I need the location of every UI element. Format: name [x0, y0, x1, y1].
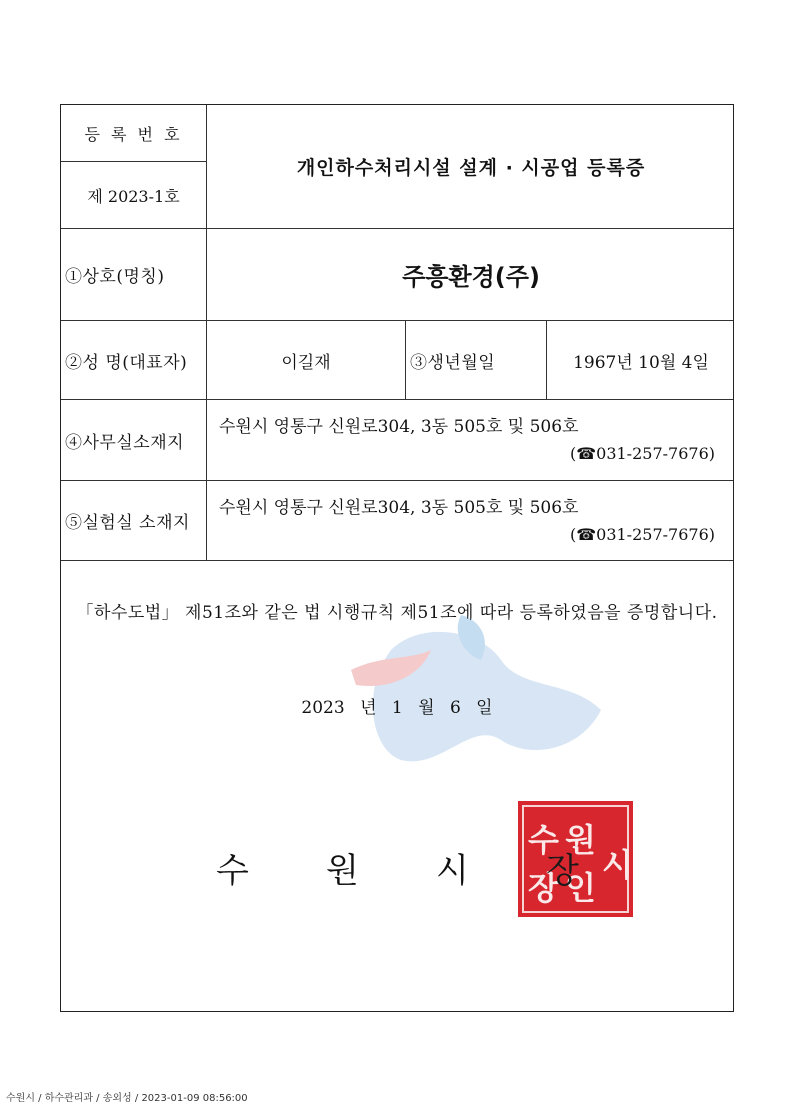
header-row: [61, 105, 733, 229]
company-label: ①상호(명칭): [61, 229, 207, 320]
footer-metadata: 수원시 / 하수관리과 / 송외성 / 2023-01-09 08:56:00: [6, 1093, 248, 1104]
office-label: ④사무실소재지: [61, 400, 207, 480]
issue-date: 2023 년 1 월 6 일: [301, 698, 493, 718]
issuer-char-2: 원: [326, 851, 359, 891]
registration-certificate: [60, 104, 734, 1012]
birth-date: 1967년 10월 4일: [573, 352, 709, 373]
document-title: 개인하수처리시설 설계 · 시공업 등록증: [296, 157, 646, 179]
representative-name: 이길재: [207, 321, 406, 399]
svg-text:수: 수: [528, 821, 559, 859]
representative-label: ②성 명(대표자): [61, 321, 207, 399]
issuer-char-3: 시: [436, 851, 469, 891]
lab-address: 수원시 영통구 신원로304, 3동 505호 및 506호: [219, 498, 579, 518]
office-address-cell: [207, 400, 735, 480]
company-name: 주흥환경(주): [402, 263, 540, 291]
lab-row: [61, 481, 733, 561]
registration-number: 제 2023-1호: [87, 186, 180, 206]
office-address: 수원시 영통구 신원로304, 3동 505호 및 506호: [219, 417, 579, 437]
lab-phone: (☎031-257-7676): [569, 525, 715, 544]
svg-text:장: 장: [528, 869, 559, 907]
svg-text:원: 원: [565, 821, 596, 859]
registration-number-cell: [61, 105, 207, 228]
birth-date-label: ③생년월일: [406, 321, 547, 399]
office-row: [61, 400, 733, 481]
company-row: [61, 229, 733, 321]
certification-text: 「하수도법」 제51조와 같은 법 시행규칙 제51조에 따라 등록하였음을 증명합니다.: [76, 603, 718, 623]
issuer-char-4: 장: [546, 851, 579, 891]
svg-text:인: 인: [565, 869, 596, 907]
issuer-char-1: 수: [216, 851, 249, 891]
registration-number-label: 등 록 번 호: [61, 105, 206, 162]
lab-address-cell: [207, 481, 735, 560]
svg-text:시: 시: [602, 846, 633, 884]
lab-label: ⑤실험실 소재지: [61, 481, 207, 560]
representative-row: [61, 321, 733, 400]
office-phone: (☎031-257-7676): [569, 444, 715, 463]
